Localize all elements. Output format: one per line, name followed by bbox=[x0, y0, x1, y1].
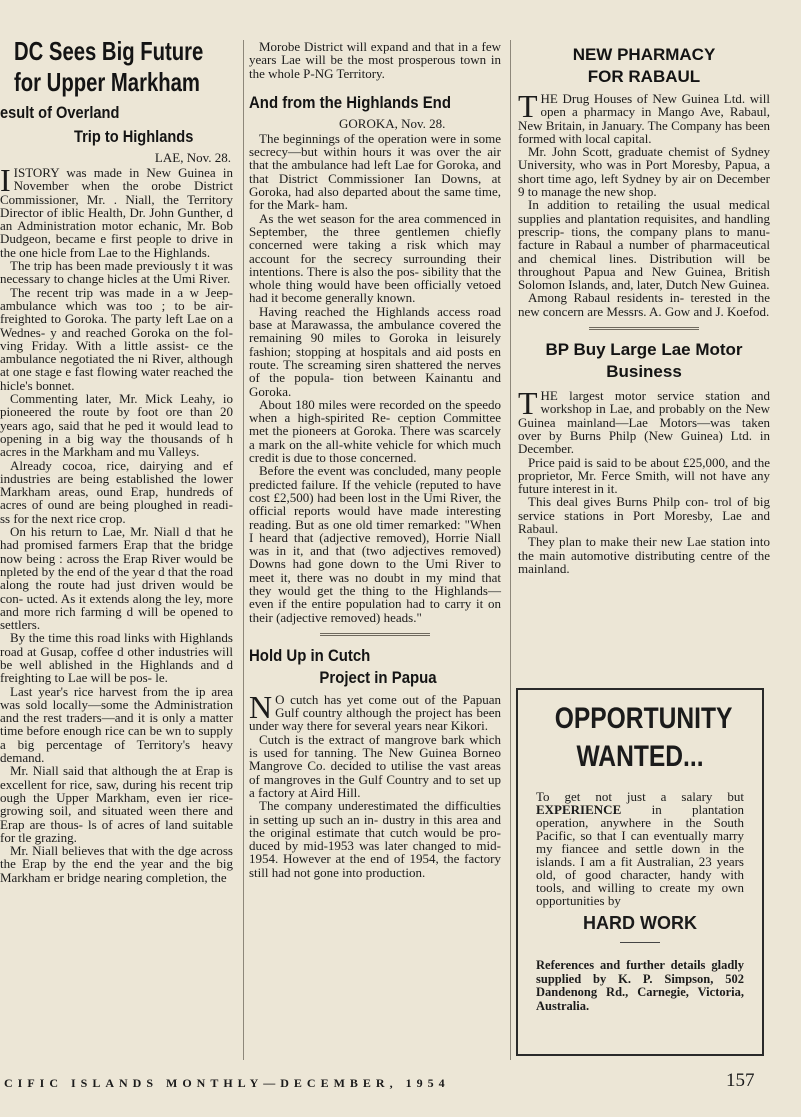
article-paragraph: THE Drug Houses of New Guinea Ltd. will open a pharmacy in Mango Ave, Rabaul, New Britain, in January. The Company has been formed with local capital. bbox=[518, 88, 770, 146]
article-paragraph: The recent trip was made in a w Jeep-ambulance which was too ; to be air-freighted to Goroka. The party left Lae on a Wednes- y and reached Goroka on the fol- ving Friday. With a little assist- ce the ambulance negotiated the ni River, although at one stage e fast flowing water reached the hicle's bonnet. bbox=[0, 284, 233, 393]
ad-title-1: OPPORTUNITY bbox=[554, 702, 733, 735]
article-paragraph: The beginnings of the operation were in some secrecy—but within hours it was over the air that the ambulance had left Lae for Goroka, and that District Commissioner Ian Downs, at Goroka, had also departed about the same time, for the Mark- ham. bbox=[249, 130, 501, 213]
article-paragraph: Among Rabaul residents in- terested in the new concern are Messrs. A. Gow and J. Koefod. bbox=[518, 290, 770, 319]
article-paragraph: Already cocoa, rice, dairying and ef industries are being established the lower Markham areas, ound Erap, hundreds of acres of ound are being ploughed in readi- ss for the next rice crop. bbox=[0, 457, 233, 526]
drop-cap: I bbox=[0, 162, 11, 198]
article-paragraph: Morobe District will expand and that in a few years Lae will be the most prosperous town in the whole P-NG Territory. bbox=[249, 39, 501, 81]
article-paragraph: As the wet season for the area commenced in September, the three gentlemen chiefly concerned were taking a risk which may account for the secrecy surrounding their intentions. There is also the pos- sibility that the whole thing would have been officially vetoed had it become generally known. bbox=[249, 210, 501, 306]
article-paragraph: Before the event was concluded, many people predicted failure. If the vehicle (reputed to have cost £2,500) had been lost in the Umi River, the official reports would have made interesting reading. But as one old timer remarked: "When I heard that (adjective removed), Horrie Niall was in it, and that (two adjectives removed) Downs had gone down to the Umi River to meet it, there was no doubt in my mind that they would get the thing to the Highlands—even if the entire population had to carry it on their (adjective removed) heads." bbox=[249, 463, 501, 625]
article-body bbox=[518, 88, 770, 319]
drop-cap: T bbox=[518, 385, 538, 422]
ad-divider bbox=[620, 942, 660, 943]
article-body bbox=[249, 132, 501, 624]
article-hold-up-in-cutch bbox=[249, 645, 501, 879]
drop-cap: N bbox=[249, 688, 273, 725]
article-dateline: GOROKA, Nov. 28. bbox=[339, 115, 446, 131]
article-paragraph: Mr. Niall said that although the at Erap is excellent for rice, saw, during his recent trip ough the Upper Markham, even ier rice-growing soil, and situated ween there and Erap are thous- ls of acres of land suitable for tle grazing. bbox=[0, 763, 233, 845]
article-dc-sees-big-future bbox=[0, 36, 237, 884]
article-headline: NEW PHARMACY FOR RABAUL bbox=[572, 45, 716, 86]
article-headline-1: Hold Up in Cutch bbox=[249, 645, 371, 665]
article-paragraph: In addition to retailing the usual medical supplies and plantation requisites, and handling prescrip- tions, the company plans to manu- facture in Rabaul a number of pharmaceutical and chemical lines. Distribution will be throughout Papua and New Guinea, British Solomon Islands, and, later, Dutch New Guinea. bbox=[518, 197, 770, 293]
article-body bbox=[518, 385, 770, 576]
classified-ad bbox=[516, 688, 764, 1056]
article-body bbox=[0, 162, 237, 885]
ad-contact: References and further details gladly supplied by K. P. Simpson, 502 Dandenong Rd., Carnegie, Victoria, Australia. bbox=[536, 958, 744, 1013]
drop-cap: T bbox=[518, 88, 538, 124]
page-footer: CIFIC ISLANDS MONTHLY—DECEMBER, 1954 bbox=[4, 1076, 450, 1090]
column-2 bbox=[249, 40, 501, 879]
column-3 bbox=[518, 44, 770, 575]
article-subhead-1: esult of Overland bbox=[0, 103, 120, 122]
column-1 bbox=[0, 36, 237, 884]
article-paragraph: THE largest motor service station and workshop in Lae, and probably on the New Guinea mainland—Lae Motors—was taken over by Burns Philp (New Guinea) Ltd. in December. bbox=[518, 385, 770, 457]
headline-block bbox=[0, 36, 237, 98]
article-separator bbox=[589, 327, 699, 330]
article-headline: BP Buy Large Lae Motor Business bbox=[545, 340, 743, 382]
article-headline-2: Project in Papua bbox=[319, 667, 437, 687]
column-rule-1 bbox=[243, 40, 244, 1060]
article-paragraph: Commenting later, Mr. Mick Leahy, io pioneered the route by foot ore than 20 years ago, said that he ped it would lead to opening in a big way the thousands of h acres in the Markham and mu Valleys. bbox=[0, 391, 233, 460]
article-subhead-2: Trip to Highlands bbox=[73, 127, 194, 146]
article-paragraph: Last year's rice harvest from the ip area was sold locally—some the Administration and the rest traders—and it is only a matter time before enough rice can be wn to supply a big percentage of Territory's heavy demand. bbox=[0, 683, 233, 766]
article-paragraph: This deal gives Burns Philp con- trol of big service stations in Port Moresby, Lae and Rabaul. bbox=[518, 494, 770, 537]
article-paragraph: By the time this road links with Highlands road at Gusap, coffee d other industries will be well ablished in the Highlands and d freighting to Lae will be pos- le. bbox=[0, 630, 233, 686]
article-headline: And from the Highlands End bbox=[249, 92, 451, 112]
page-number: 157 bbox=[726, 1070, 755, 1091]
ad-text: To get not just a salary but EXPERIENCE in plantation operation, anywhere in the South Pacific, so that I can eventually marry my fiancee and settle down in the islands. I am a fit Australian, 23 years old, of good character, handy with tools, and willing to create my own opportunities by bbox=[536, 789, 744, 908]
article-body bbox=[249, 688, 501, 880]
article-separator bbox=[320, 633, 430, 636]
ad-title-2: WANTED... bbox=[576, 740, 704, 773]
article-paragraph: Mr. Niall believes that with the dge across the Erap by the end the year and the big Markham er bridge nearing completion, the bbox=[0, 843, 233, 885]
article-paragraph: About 180 miles were recorded on the speedo when a high-spirited Re- ception Committee met the pioneers at Goroka. There was scarcely a mark on the all-white vehicle for which much credit is due to those concerned. bbox=[249, 396, 501, 466]
article-paragraph: IISTORY was made in New Guinea in November when the orobe District Commissioner, Mr. . Niall, the Territory Director of iblic Health, Dr. John Gunther, d an Administration motor echanic, Mr. Bob Dudgeon, became e first people to drive in the one hicle from Lae to the Highlands. bbox=[0, 162, 233, 260]
article-paragraph: The trip has been made previously t it was necessary to change hicles at the Umi River. bbox=[0, 258, 233, 287]
article-paragraph: They plan to make their new Lae station into the main automotive distributing centre of the mainland. bbox=[518, 534, 770, 576]
article-continuation bbox=[249, 40, 501, 80]
column-rule-2 bbox=[510, 40, 511, 1060]
ad-hard-work: HARD WORK bbox=[583, 913, 697, 933]
article-paragraph: Mr. John Scott, graduate chemist of Sydney University, who was in Port Moresby, Papua, a short time ago, left Sydney by air on December 9 to manage the new shop. bbox=[518, 144, 770, 200]
article-paragraph: The company underestimated the difficulties in setting up such an in- dustry in this area and the original estimate that cutch would be pro- duced by mid-1953 was later changed to mid-1954. However at the end of 1954, the factory still had not gone into production. bbox=[249, 798, 501, 880]
article-paragraph: N O cutch has yet come out of the Papuan Gulf country although the project has been under way there for several years near Kikori. bbox=[249, 688, 501, 734]
article-headline: DC Sees Big Future for Upper Markham bbox=[14, 36, 204, 97]
ad-emphasis: EXPERIENCE bbox=[536, 802, 622, 817]
ad-body bbox=[536, 790, 744, 907]
article-paragraph: Cutch is the extract of mangrove bark which is used for tanning. The New Guinea Borneo Mangrove Co. decided to utilise the vast areas of mangroves in the Gulf Country and to set up a factory at Aird Hill. bbox=[249, 731, 501, 800]
article-paragraph: Having reached the Highlands access road base at Marawassa, the ambulance covered the remaining 90 miles to Goroka in leisurely fashion; stopping at hospitals and aid posts en route. The screaming siren shattered the nerves of the popula- tion between Kainantu and Goroka. bbox=[249, 303, 501, 399]
article-paragraph: On his return to Lae, Mr. Niall d that he had promised farmers Erap that the bridge now being : across the Erap River would be npleted by the end of the year d that the road along the route had just driven would be con- ucted. As it extends along the ley, more and more rich farming d will be opened to settlers. bbox=[0, 524, 233, 633]
article-paragraph: Price paid is said to be about £25,000, and the proprietor, Mr. Ferce Smith, will not have any future interest in it. bbox=[518, 454, 770, 497]
article-dateline: LAE, Nov. 28. bbox=[154, 150, 231, 165]
